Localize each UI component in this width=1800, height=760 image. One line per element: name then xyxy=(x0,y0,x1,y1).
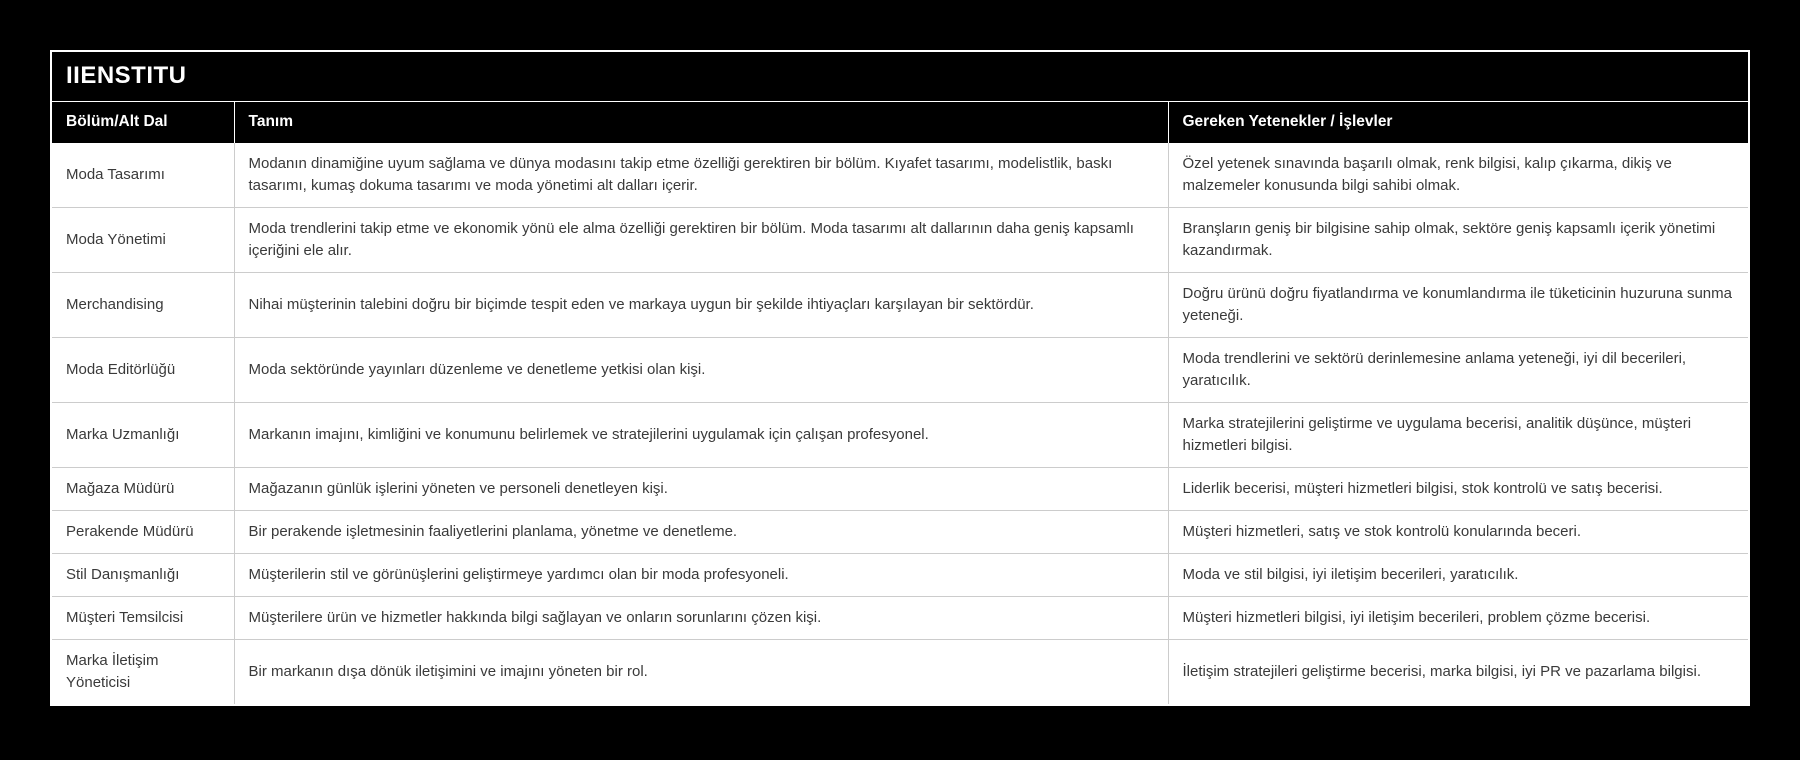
cell-bolum: Moda Yönetimi xyxy=(52,207,234,272)
brand-title: IIENSTITU xyxy=(52,52,1748,101)
column-header-yetenekler: Gereken Yetenekler / İşlevler xyxy=(1168,102,1748,143)
cell-bolum: Moda Tasarımı xyxy=(52,143,234,208)
cell-yetenekler: Doğru ürünü doğru fiyatlandırma ve konumlandırma ile tüketicinin huzuruna sunma yeteneği. xyxy=(1168,272,1748,337)
cell-bolum: Perakende Müdürü xyxy=(52,510,234,553)
cell-bolum: Merchandising xyxy=(52,272,234,337)
cell-yetenekler: Moda trendlerini ve sektörü derinlemesine anlama yeteneği, iyi dil becerileri, yaratıcılık. xyxy=(1168,337,1748,402)
table-row xyxy=(52,553,1748,596)
table-row xyxy=(52,467,1748,510)
cell-tanim: Moda sektöründe yayınları düzenleme ve denetleme yetkisi olan kişi. xyxy=(234,337,1168,402)
cell-bolum: Marka İletişim Yöneticisi xyxy=(52,639,234,704)
table-row xyxy=(52,402,1748,467)
cell-tanim: Bir perakende işletmesinin faaliyetlerini planlama, yönetme ve denetleme. xyxy=(234,510,1168,553)
header-row xyxy=(52,102,1748,143)
table-row xyxy=(52,207,1748,272)
cell-tanim: Mağazanın günlük işlerini yöneten ve personeli denetleyen kişi. xyxy=(234,467,1168,510)
iienstitu-panel xyxy=(50,50,1750,706)
cell-tanim: Müşterilere ürün ve hizmetler hakkında bilgi sağlayan ve onların sorunlarını çözen kişi. xyxy=(234,596,1168,639)
cell-yetenekler: Moda ve stil bilgisi, iyi iletişim becerileri, yaratıcılık. xyxy=(1168,553,1748,596)
cell-bolum: Müşteri Temsilcisi xyxy=(52,596,234,639)
table-row xyxy=(52,510,1748,553)
table-row xyxy=(52,639,1748,704)
table-row xyxy=(52,337,1748,402)
table-row xyxy=(52,272,1748,337)
cell-tanim: Bir markanın dışa dönük iletişimini ve imajını yöneten bir rol. xyxy=(234,639,1168,704)
cell-bolum: Mağaza Müdürü xyxy=(52,467,234,510)
cell-yetenekler: Müşteri hizmetleri, satış ve stok kontrolü konularında beceri. xyxy=(1168,510,1748,553)
cell-yetenekler: İletişim stratejileri geliştirme becerisi, marka bilgisi, iyi PR ve pazarlama bilgisi. xyxy=(1168,639,1748,704)
cell-tanim: Müşterilerin stil ve görünüşlerini geliştirmeye yardımcı olan bir moda profesyoneli. xyxy=(234,553,1168,596)
table-row xyxy=(52,596,1748,639)
cell-tanim: Moda trendlerini takip etme ve ekonomik yönü ele alma özelliği gerektiren bir bölüm. Moda tasarımı alt dallarının daha geniş kapsamlı içeriğini ele alır. xyxy=(234,207,1168,272)
cell-tanim: Modanın dinamiğine uyum sağlama ve dünya modasını takip etme özelliği gerektiren bir bölüm. Kıyafet tasarımı, modelistlik, baskı tasarımı, kumaş dokuma tasarımı ve moda yönetimi alt dalları içerir. xyxy=(234,143,1168,208)
cell-yetenekler: Branşların geniş bir bilgisine sahip olmak, sektöre geniş kapsamlı içerik yönetimi kazandırmak. xyxy=(1168,207,1748,272)
cell-bolum: Stil Danışmanlığı xyxy=(52,553,234,596)
cell-yetenekler: Liderlik becerisi, müşteri hizmetleri bilgisi, stok kontrolü ve satış becerisi. xyxy=(1168,467,1748,510)
cell-yetenekler: Müşteri hizmetleri bilgisi, iyi iletişim becerileri, problem çözme becerisi. xyxy=(1168,596,1748,639)
cell-yetenekler: Özel yetenek sınavında başarılı olmak, renk bilgisi, kalıp çıkarma, dikiş ve malzemeler konusunda bilgi sahibi olmak. xyxy=(1168,143,1748,208)
table-row xyxy=(52,143,1748,208)
column-header-bolum: Bölüm/Alt Dal xyxy=(52,102,234,143)
cell-bolum: Moda Editörlüğü xyxy=(52,337,234,402)
cell-tanim: Markanın imajını, kimliğini ve konumunu belirlemek ve stratejilerini uygulamak için çalışan profesyonel. xyxy=(234,402,1168,467)
roles-table xyxy=(52,101,1748,704)
cell-yetenekler: Marka stratejilerini geliştirme ve uygulama becerisi, analitik düşünce, müşteri hizmetleri bilgisi. xyxy=(1168,402,1748,467)
column-header-tanim: Tanım xyxy=(234,102,1168,143)
cell-bolum: Marka Uzmanlığı xyxy=(52,402,234,467)
cell-tanim: Nihai müşterinin talebini doğru bir biçimde tespit eden ve markaya uygun bir şekilde ihtiyaçları karşılayan bir sektördür. xyxy=(234,272,1168,337)
